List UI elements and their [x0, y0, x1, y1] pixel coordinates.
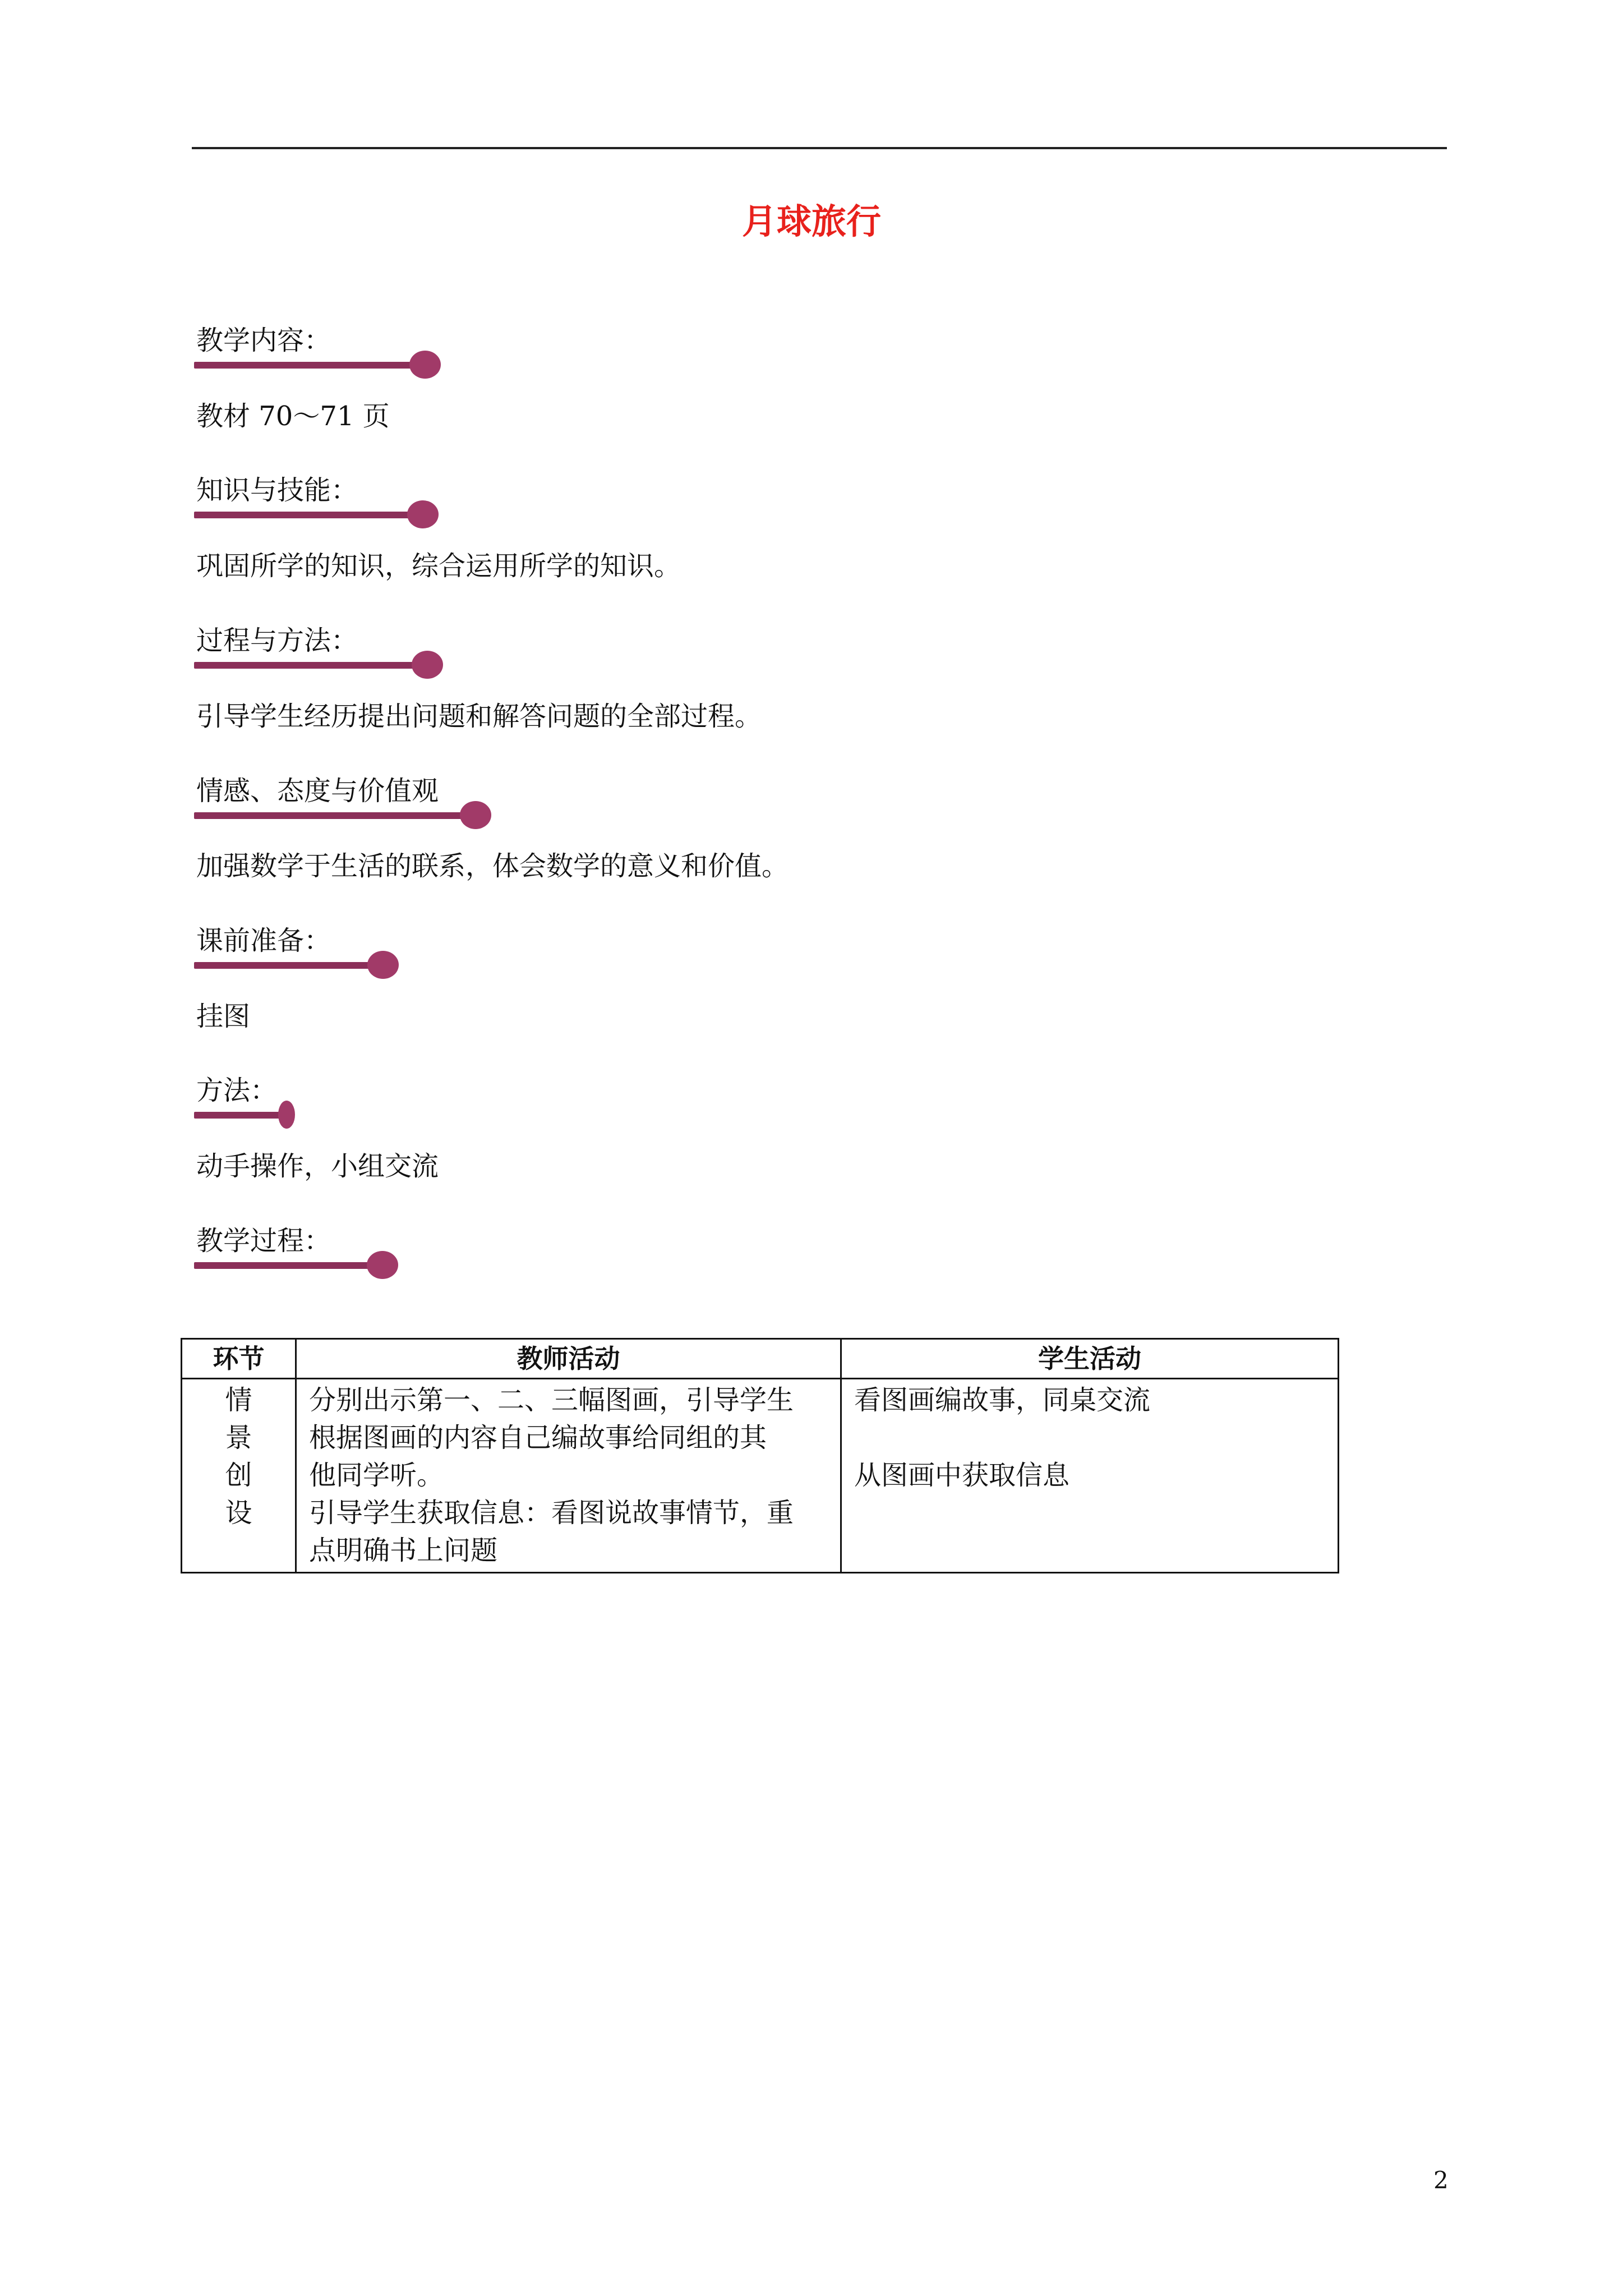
teaching-process-table — [181, 1338, 1339, 1573]
table-header-row — [182, 1339, 1339, 1379]
heading-underline-bar — [194, 512, 413, 518]
page-title: 月球旅行 — [741, 201, 881, 242]
section-heading-label: 教学内容： — [196, 325, 331, 356]
student-activity-line: 从图画中获取信息 — [854, 1460, 1070, 1491]
stage-char: 景 — [225, 1422, 252, 1453]
student-activity-spacer — [854, 1419, 1325, 1457]
heading-underline-bar — [194, 962, 379, 969]
section-body-text: 加强数学于生活的联系，体会数学的意义和价值。 — [196, 850, 789, 882]
page-number: 2 — [1433, 2166, 1449, 2194]
section-heading-label: 方法： — [196, 1075, 278, 1106]
section-heading-label: 情感、态度与价值观 — [196, 775, 439, 807]
heading-dot-icon — [367, 951, 399, 979]
stage-char: 创 — [225, 1460, 252, 1491]
section-heading-label: 过程与方法： — [196, 625, 358, 656]
column-header-student: 学生活动 — [841, 1339, 1339, 1379]
column-header-teacher: 教师活动 — [296, 1339, 841, 1379]
heading-dot-icon — [367, 1251, 398, 1279]
column-header-stage: 环节 — [182, 1339, 296, 1379]
header-rule — [192, 147, 1447, 149]
teacher-activity-line: 分别出示第一、二、三幅图画，引导学生 — [309, 1384, 794, 1416]
stage-char: 情 — [225, 1384, 252, 1416]
teacher-activity-line: 引导学生获取信息：看图说故事情节，重 — [309, 1497, 794, 1529]
section-body-text: 巩固所学的知识，综合运用所学的知识。 — [196, 550, 681, 582]
teacher-activity-line: 根据图画的内容自己编故事给同组的其 — [309, 1422, 767, 1453]
teacher-activity-cell — [296, 1379, 841, 1573]
stage-char: 设 — [225, 1497, 252, 1529]
stage-cell — [182, 1379, 296, 1573]
student-activity-line: 看图画编故事，同桌交流 — [854, 1384, 1151, 1416]
teacher-activity-line: 点明确书上问题 — [309, 1535, 498, 1566]
heading-dot-icon — [278, 1101, 295, 1129]
section-heading-label: 课前准备： — [196, 925, 331, 956]
heading-dot-icon — [409, 351, 441, 379]
heading-dot-icon — [407, 500, 439, 528]
heading-underline-bar — [194, 1112, 284, 1119]
section-body-text: 挂图 — [196, 1001, 251, 1032]
heading-underline-bar — [194, 1262, 379, 1269]
heading-dot-icon — [412, 651, 443, 679]
heading-underline-bar — [194, 662, 416, 669]
heading-dot-icon — [460, 801, 491, 829]
section-heading-label: 教学过程： — [196, 1225, 331, 1257]
section-body-text: 动手操作，小组交流 — [196, 1151, 439, 1182]
student-activity-cell — [841, 1379, 1339, 1573]
table-row — [182, 1379, 1339, 1573]
heading-underline-bar — [194, 362, 416, 369]
heading-underline-bar — [194, 812, 463, 819]
section-heading-label: 知识与技能： — [196, 475, 358, 506]
teacher-activity-line: 他同学听。 — [309, 1460, 444, 1491]
section-body-text: 教材 70～71 页 — [196, 401, 390, 432]
section-body-text: 引导学生经历提出问题和解答问题的全部过程。 — [196, 701, 762, 732]
